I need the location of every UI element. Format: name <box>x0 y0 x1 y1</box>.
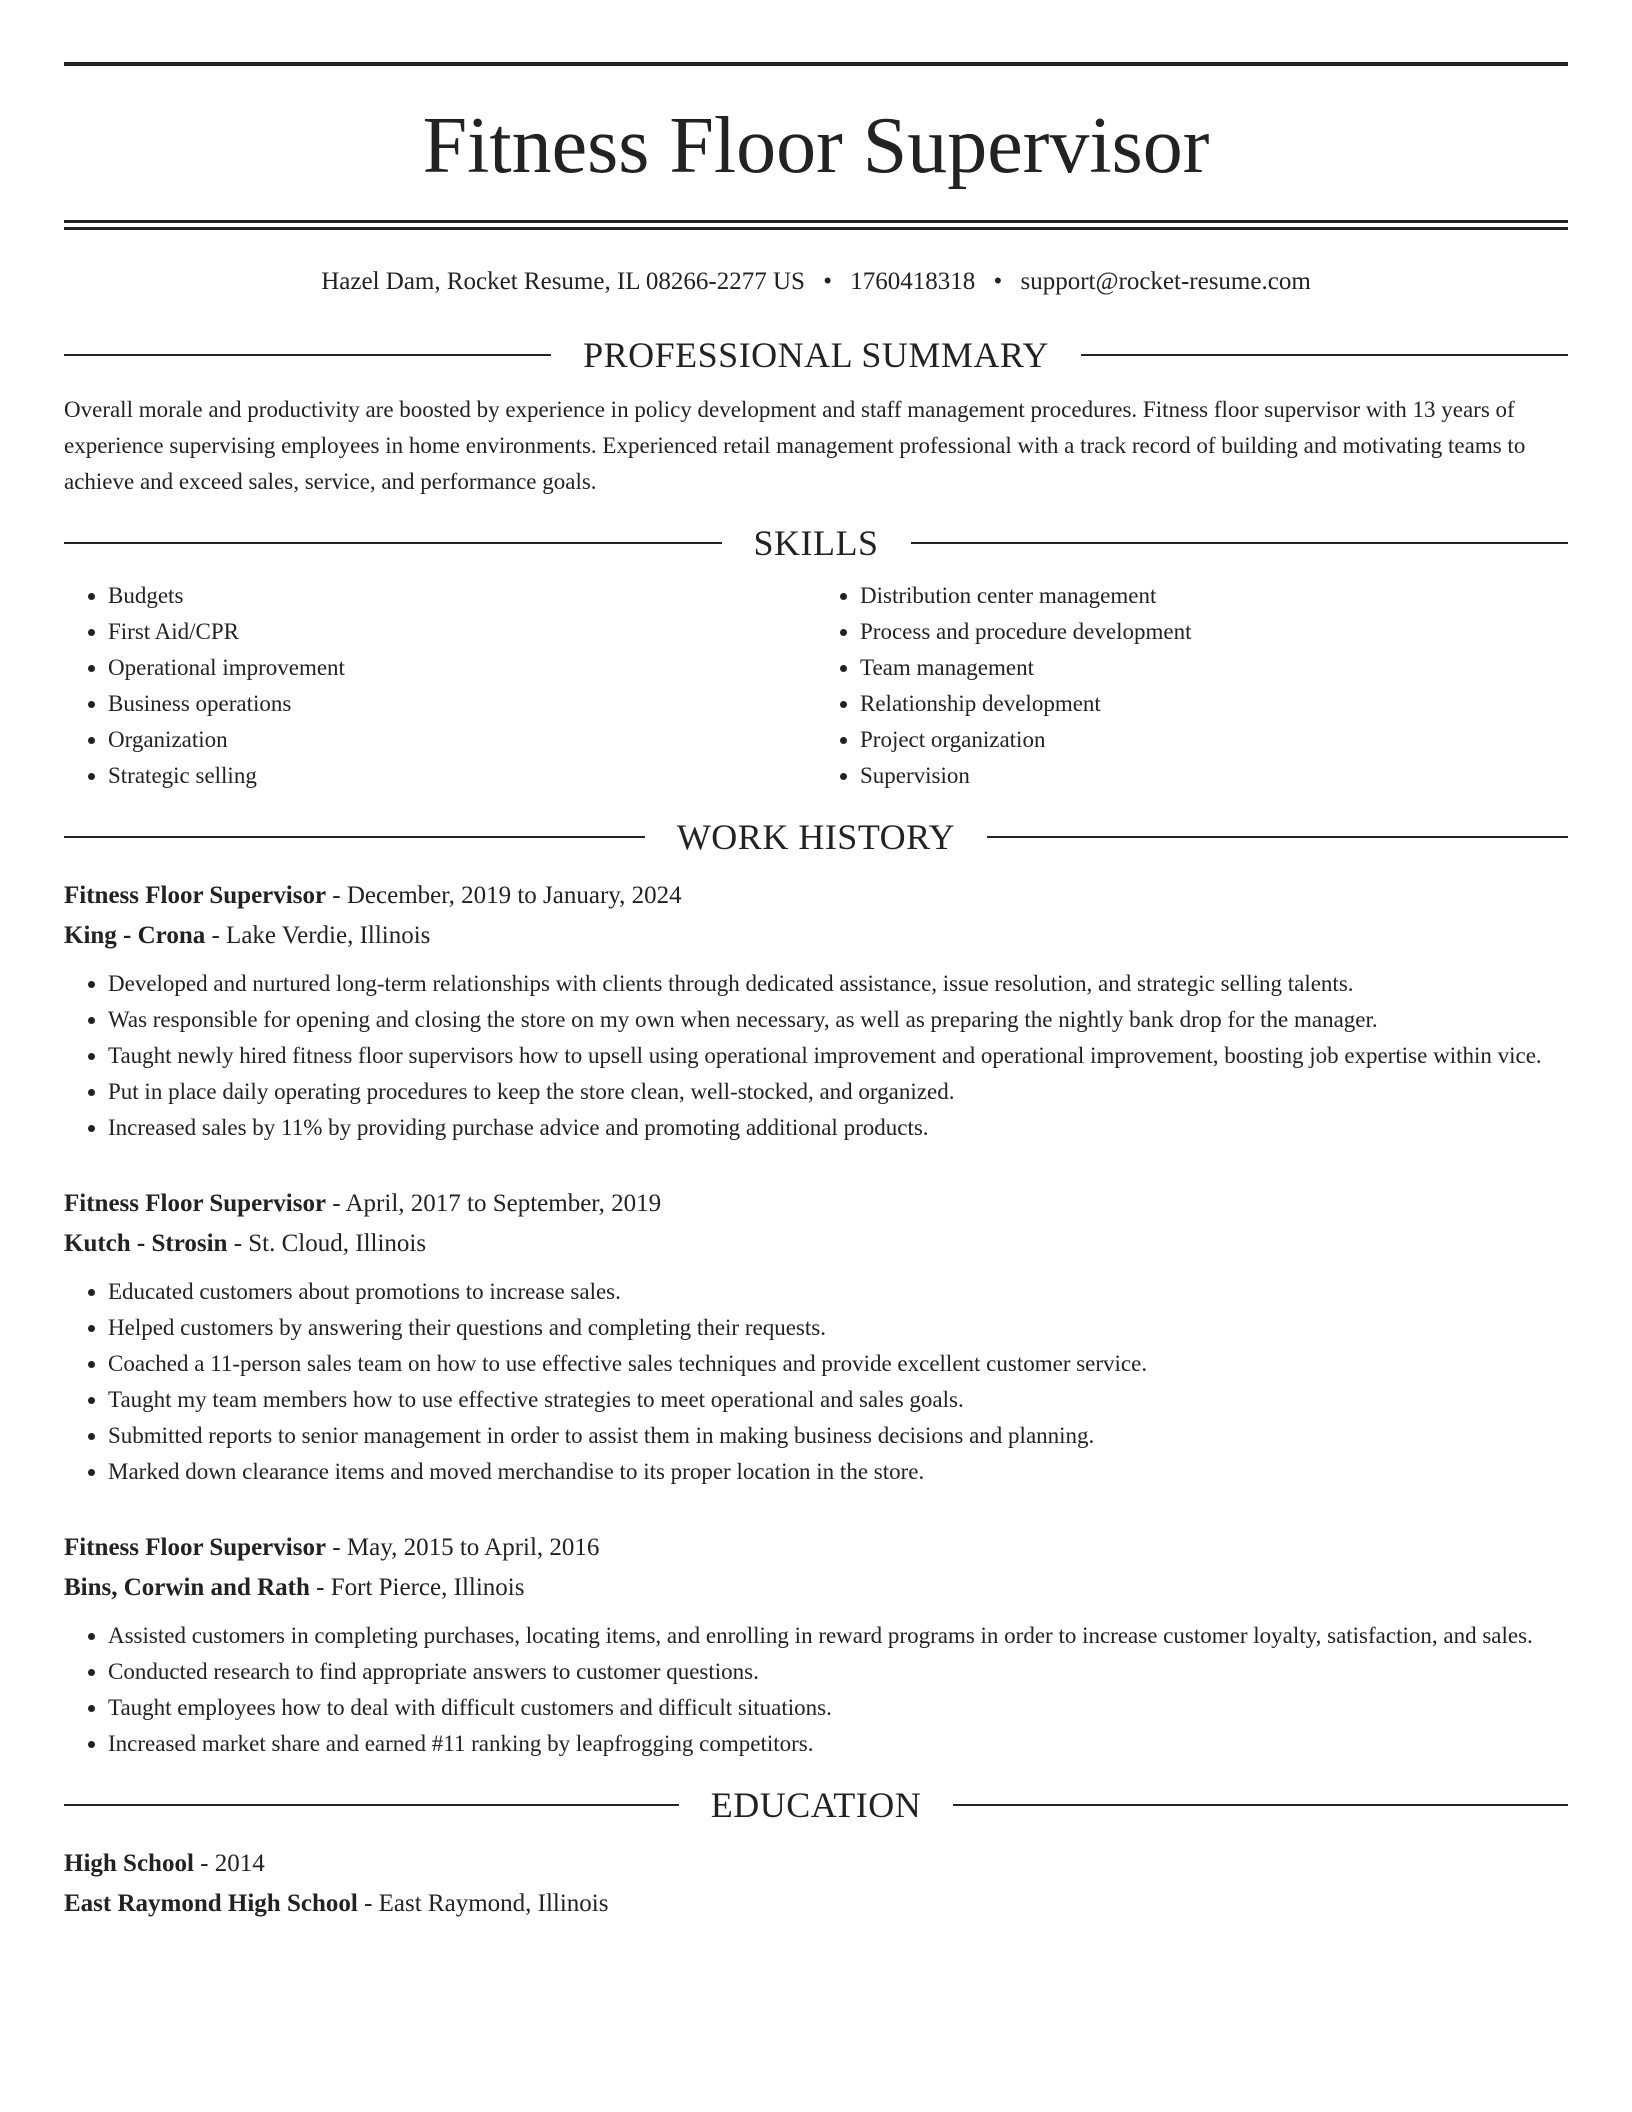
job-location: - St. Cloud, Illinois <box>227 1230 427 1257</box>
skills-column-left <box>64 578 816 794</box>
job-entry <box>64 1184 1568 1490</box>
job-bullet: • Marked down clearance items and moved merchandise to its proper location in the store. <box>108 1454 1568 1490</box>
skill-item: • Relationship development <box>860 686 1568 722</box>
education-degree: High School <box>64 1850 194 1877</box>
section-header-summary <box>64 334 1568 376</box>
job-dates: - May, 2015 to April, 2016 <box>326 1534 600 1561</box>
section-header-education <box>64 1784 1568 1826</box>
contact-separator: • <box>993 268 1003 295</box>
job-bullet: • Taught employees how to deal with difficult customers and difficult situations. <box>108 1690 1568 1726</box>
job-bullet: • Assisted customers in completing purchases, locating items, and enrolling in reward programs in order to increase customer loyalty, satisfaction, and sales. <box>108 1618 1568 1654</box>
education-degree-line <box>64 1844 1568 1884</box>
job-bullet: • Taught newly hired fitness floor supervisors how to upsell using operational improvement and operational improvement, boosting job expertise within vice. <box>108 1038 1568 1074</box>
section-header-skills <box>64 522 1568 564</box>
skill-item: • Distribution center management <box>860 578 1568 614</box>
job-title-line <box>64 1184 1568 1224</box>
section-rule <box>64 354 551 356</box>
section-title: WORK HISTORY <box>676 817 956 857</box>
job-bullets <box>64 966 1568 1146</box>
header-top-rule <box>64 62 1568 66</box>
job-title: Fitness Floor Supervisor <box>64 1534 327 1561</box>
job-dates: - December, 2019 to January, 2024 <box>326 882 682 909</box>
job-bullets <box>64 1274 1568 1490</box>
job-company-line <box>64 1224 1568 1264</box>
section-rule <box>1081 354 1568 356</box>
job-location: - Fort Pierce, Illinois <box>309 1574 525 1601</box>
job-bullet: • Conducted research to find appropriate answers to customer questions. <box>108 1654 1568 1690</box>
section-title: SKILLS <box>753 523 879 563</box>
resume-content <box>64 62 1568 1924</box>
skill-item: • Operational improvement <box>108 650 816 686</box>
job-bullet: • Increased market share and earned #11 ranking by leapfrogging competitors. <box>108 1726 1568 1762</box>
job-company: Bins, Corwin and Rath <box>64 1574 310 1601</box>
education-school-line <box>64 1884 1568 1924</box>
section-rule <box>911 542 1569 544</box>
contact-email[interactable]: support@rocket-resume.com <box>1020 268 1311 295</box>
section-title: EDUCATION <box>710 1785 922 1825</box>
skills-list <box>64 578 1568 794</box>
job-company-line <box>64 916 1568 956</box>
skill-item: • Organization <box>108 722 816 758</box>
job-bullet: • Increased sales by 11% by providing purchase advice and promoting additional products. <box>108 1110 1568 1146</box>
job-location: - Lake Verdie, Illinois <box>205 922 431 949</box>
contact-address: Hazel Dam, Rocket Resume, IL 08266-2277 US <box>321 268 805 295</box>
job-bullet: • Educated customers about promotions to increase sales. <box>108 1274 1568 1310</box>
job-entry <box>64 876 1568 1146</box>
section-rule <box>64 1804 679 1806</box>
page-title: Fitness Floor Supervisor <box>422 102 1210 190</box>
contact-line <box>64 268 1568 296</box>
summary-text: Overall morale and productivity are boosted by experience in policy development and staff management procedures. Fitness floor supervisor with 13 years of experience supervising employees in home environments. Experienced retail management professional with a track record of building and motivating teams to achieve and exceed sales, service, and performance goals. <box>64 397 1526 494</box>
job-company: Kutch - Strosin <box>64 1230 228 1257</box>
section-rule <box>64 542 722 544</box>
job-bullet: • Coached a 11-person sales team on how to use effective sales techniques and provide excellent customer service. <box>108 1346 1568 1382</box>
education-school: East Raymond High School <box>64 1890 358 1917</box>
job-bullet: • Taught my team members how to use effective strategies to meet operational and sales goals. <box>108 1382 1568 1418</box>
skill-item: • Strategic selling <box>108 758 816 794</box>
education-location: - East Raymond, Illinois <box>357 1890 609 1917</box>
job-bullet: • Submitted reports to senior management in order to assist them in making business decisions and planning. <box>108 1418 1568 1454</box>
skill-item: • Supervision <box>860 758 1568 794</box>
education-entry <box>64 1844 1568 1924</box>
job-entry <box>64 1528 1568 1762</box>
education-year: - 2014 <box>193 1850 265 1877</box>
job-title: Fitness Floor Supervisor <box>64 1190 327 1217</box>
section-rule <box>64 836 645 838</box>
job-bullet: • Was responsible for opening and closing the store on my own when necessary, as well as preparing the nightly bank drop for the manager. <box>108 1002 1568 1038</box>
skill-item: • Project organization <box>860 722 1568 758</box>
job-company: King - Crona <box>64 922 206 949</box>
job-bullet: • Helped customers by answering their questions and completing their requests. <box>108 1310 1568 1346</box>
job-bullet: • Put in place daily operating procedures to keep the store clean, well-stocked, and organized. <box>108 1074 1568 1110</box>
section-rule <box>953 1804 1568 1806</box>
contact-separator: • <box>823 268 832 295</box>
contact-phone[interactable]: 1760418318 <box>850 268 976 295</box>
section-rule <box>987 836 1568 838</box>
skill-item: • Budgets <box>108 578 816 614</box>
job-dates: - April, 2017 to September, 2019 <box>326 1190 662 1217</box>
section-header-work <box>64 816 1568 858</box>
job-title-line <box>64 1528 1568 1568</box>
job-title-line <box>64 876 1568 916</box>
skills-column-right <box>816 578 1568 794</box>
job-title: Fitness Floor Supervisor <box>64 882 327 909</box>
skill-item: • Process and procedure development <box>860 614 1568 650</box>
skill-item: • First Aid/CPR <box>108 614 816 650</box>
job-bullets <box>64 1618 1568 1762</box>
job-bullet: • Developed and nurtured long-term relationships with clients through dedicated assistance, issue resolution, and strategic selling talents. <box>108 966 1568 1002</box>
section-title: PROFESSIONAL SUMMARY <box>583 335 1049 375</box>
job-company-line <box>64 1568 1568 1608</box>
skill-item: • Team management <box>860 650 1568 686</box>
skill-item: • Business operations <box>108 686 816 722</box>
header-double-rule <box>64 220 1568 230</box>
